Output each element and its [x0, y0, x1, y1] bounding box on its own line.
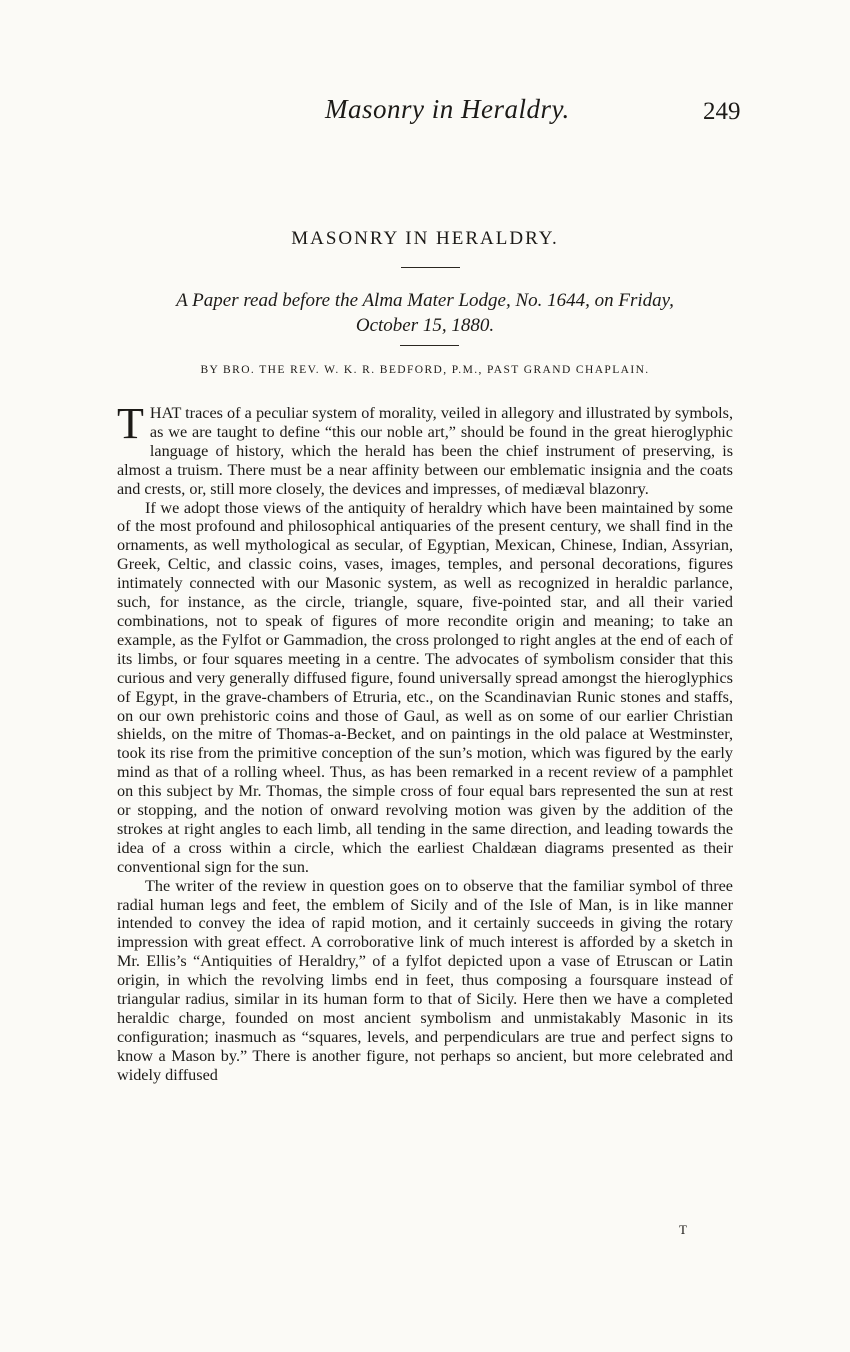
running-title: Masonry in Heraldry.: [325, 94, 570, 124]
drop-cap: T: [117, 399, 144, 448]
subtitle-line-1: A Paper read before the Alma Mater Lodge, No. 1644, on Friday,: [176, 290, 674, 311]
article-body: [117, 399, 733, 1085]
paragraph-1: [117, 399, 733, 499]
article-title: MASONRY IN HERALDRY.: [291, 228, 559, 249]
signature-mark: T: [679, 1222, 687, 1237]
page-number: 249: [703, 98, 741, 125]
running-head: [0, 92, 850, 132]
article-subtitle: [110, 288, 740, 338]
subtitle-rule: [400, 345, 459, 346]
paragraph-2: If we adopt those views of the antiquity of heraldry which have been maintained by some of the most profound and philosophical antiquaries of the present century, we shall find in the ornaments, as well mythological as secular, of Egyptian, Mexican, Chinese, Indian, Assyrian, Greek, Celtic, and classic coins, vases, images, temples, and personal decorations, figures intimately connected with our Masonic system, as well as recognized in heraldic parlance, such, for instance, as the circle, triangle, square, five-pointed star, and all their varied combinations, not to speak of figures of more recondite origin and meaning; to take an example, as the Fylfot or Gammadion, the cross prolonged to right angles at the end of each of its limbs, or four squares meeting in a centre. The advocates of symbolism consider that this curious and very generally diffused figure, found universally spread amongst the hieroglyphics of Egypt, in the grave-chambers of Etruria, etc., on the Scandinavian Runic stones and staffs, on our own prehistoric coins and those of Gaul, as well as on some of our earlier Christian shields, on the mitre of Thomas-a-Becket, and on paintings in the old palace at Westminster, took its rise from the primitive conception of the sun’s motion, which was figured by the early mind as that of a rolling wheel. Thus, as has been remarked in a recent review of a pamphlet on this subject by Mr. Thomas, the simple cross of four equal bars represented the sun at rest or stopping, and the notion of onward revolving motion was given by the addition of the strokes at right angles to each limb, all tending in the same direction, and leading towards the idea of a cross within a circle, which the earliest Chaldæan diagrams presented as their conventional sign for the sun.: [117, 498, 733, 876]
title-rule: [401, 267, 460, 268]
paragraph-3: The writer of the review in question goes on to observe that the familiar symbol of three radial human legs and feet, the emblem of Sicily and of the Isle of Man, is in like manner intended to convey the idea of rapid motion, and it certainly succeeds in giving the rotary impression with great effect. A corroborative link of much interest is afforded by a sketch in Mr. Ellis’s “Antiquities of Heraldry,” of a fylfot depicted upon a vase of Etruscan or Latin origin, in which the revolving limbs end in feet, thus composing a foursquare instead of triangular radius, similar in its human form to that of Sicily. Here then we have a completed heraldic charge, founded on most ancient symbolism and unmistakably Masonic in its configuration; inasmuch as “squares, levels, and perpendiculars are true and perfect signs to know a Mason by.” There is another figure, not perhaps so ancient, but more celebrated and widely diffused: [117, 876, 733, 1084]
paragraph-1-text: HAT traces of a peculiar system of morality, veiled in allegory and illustrated by symbols, as we are taught to define “this our noble art,” should be found in the great hieroglyphic language of history, which the herald has been the chief instrument of preserving, is almost a truism. There must be a near affinity between our emblematic insignia and the coats and crests, or, still more closely, the devices and impresses, of mediæval blazonry.: [117, 404, 733, 498]
byline: BY BRO. THE REV. W. K. R. BEDFORD, P.M., PAST GRAND CHAPLAIN.: [200, 364, 650, 376]
subtitle-line-2: October 15, 1880.: [355, 315, 495, 336]
